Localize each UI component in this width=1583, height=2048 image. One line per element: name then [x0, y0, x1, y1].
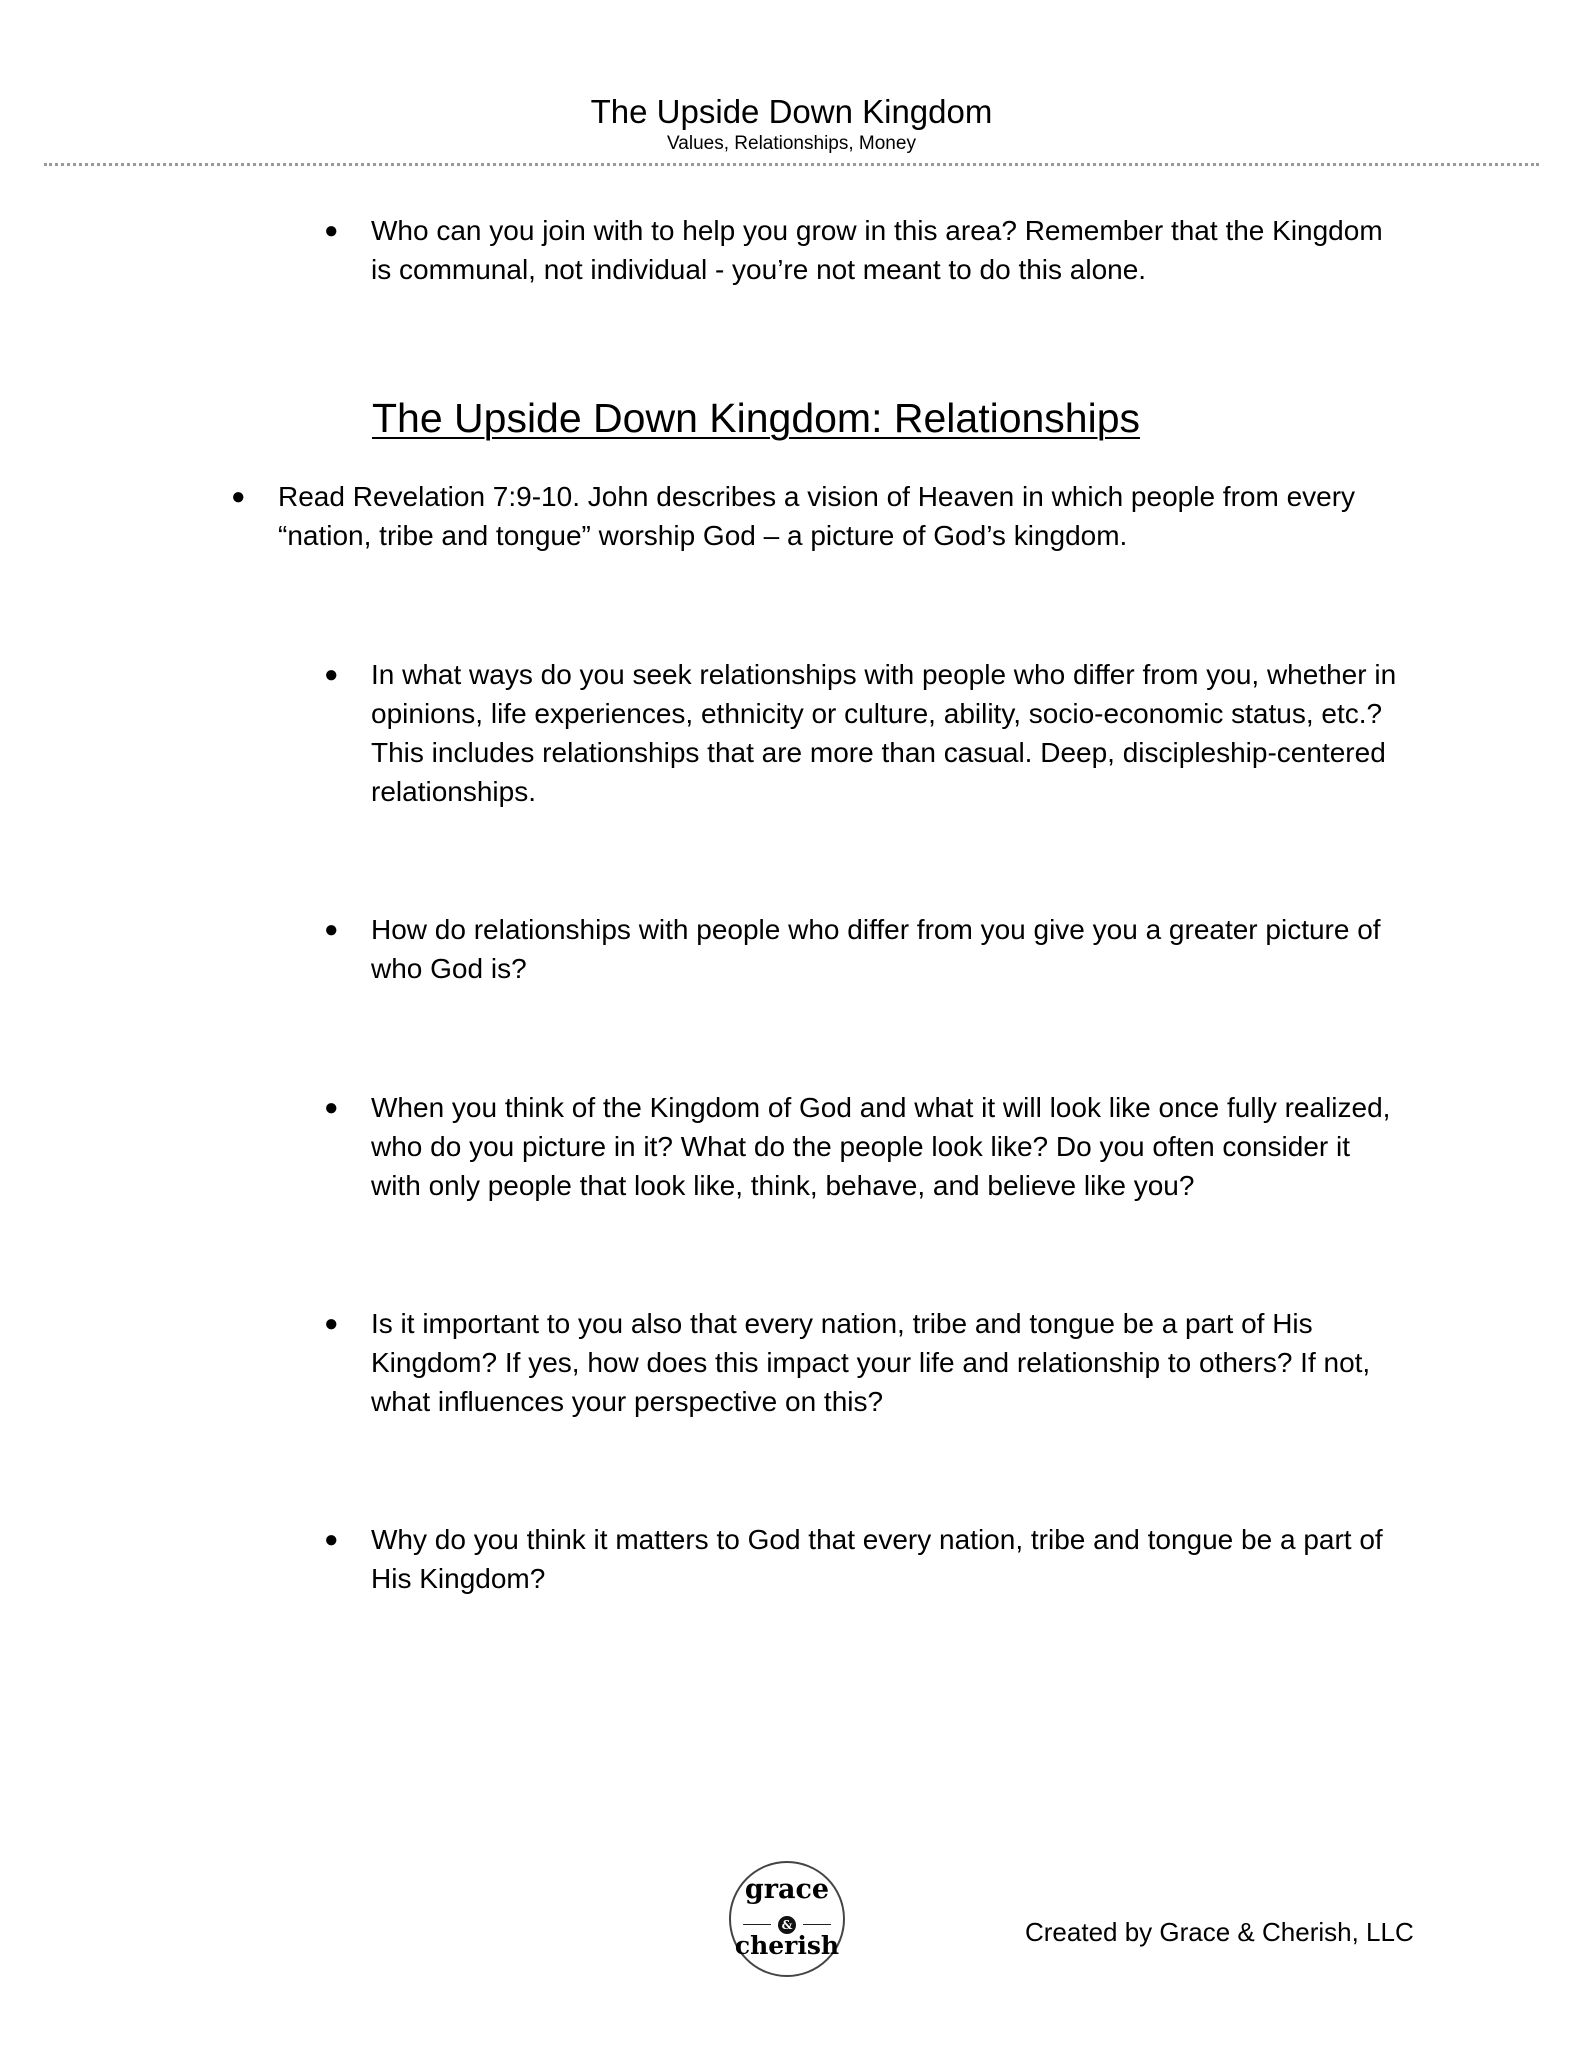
bullet-icon: ● — [324, 1526, 339, 1553]
logo-word-cherish: cherish — [734, 1931, 840, 1960]
logo-line-right — [803, 1924, 831, 1925]
question-item — [324, 1088, 1401, 1205]
reading-text: Read Revelation 7:9-10. John describes a vision of Heaven in which people from every “nation, tribe and tongue” worship God – a picture of God’s kingdom. — [278, 481, 1356, 551]
footer-credit: Created by Grace & Cherish, LLC — [1025, 1917, 1414, 1947]
question-text: In what ways do you seek relationships with people who differ from you, whether in opinions, life experiences, ethnicity or culture, ability, socio-economic status, etc.? This includes relationships that are more than casual. Deep, discipleship-centered relationships. — [371, 659, 1397, 807]
reading-item — [231, 477, 1403, 555]
question-item — [324, 1304, 1401, 1421]
bullet-icon: ● — [324, 916, 339, 943]
bullet-icon: ● — [231, 483, 246, 510]
question-text: Is it important to you also that every nation, tribe and tongue be a part of His Kingdom? If yes, how does this impact your life and relationship to others? If not, what influences your perspective on this? — [371, 1308, 1371, 1417]
bullet-icon: ● — [324, 217, 339, 244]
logo-divider — [743, 1918, 831, 1932]
bullet-icon: ● — [324, 661, 339, 688]
logo-ampersand: & — [778, 1916, 796, 1934]
logo-word-grace: grace — [744, 1874, 830, 1905]
section-heading: The Upside Down Kingdom: Relationships — [372, 395, 1141, 441]
grace-cherish-logo — [729, 1861, 845, 1977]
header-divider — [44, 163, 1539, 166]
question-item — [324, 655, 1401, 811]
list-item-text: Who can you join with to help you grow in this area? Remember that the Kingdom is communal, not individual - you’re not meant to do this alone. — [371, 215, 1383, 285]
logo-line-left — [743, 1924, 771, 1925]
question-text: How do relationships with people who differ from you give you a greater picture of who God is? — [371, 914, 1381, 984]
page-subtitle: Values, Relationships, Money — [667, 133, 916, 154]
question-item — [324, 910, 1401, 988]
question-text: Why do you think it matters to God that every nation, tribe and tongue be a part of His Kingdom? — [371, 1524, 1383, 1594]
page-header — [0, 92, 1583, 156]
bullet-icon: ● — [324, 1094, 339, 1121]
page-title: The Upside Down Kingdom — [590, 93, 993, 130]
list-item — [324, 211, 1401, 289]
question-item — [324, 1520, 1401, 1598]
bullet-icon: ● — [324, 1310, 339, 1337]
question-text: When you think of the Kingdom of God and what it will look like once fully realized, who do you picture in it? What do the people look like? Do you often consider it with only people that look like, think, behave, and believe like you? — [371, 1092, 1391, 1201]
